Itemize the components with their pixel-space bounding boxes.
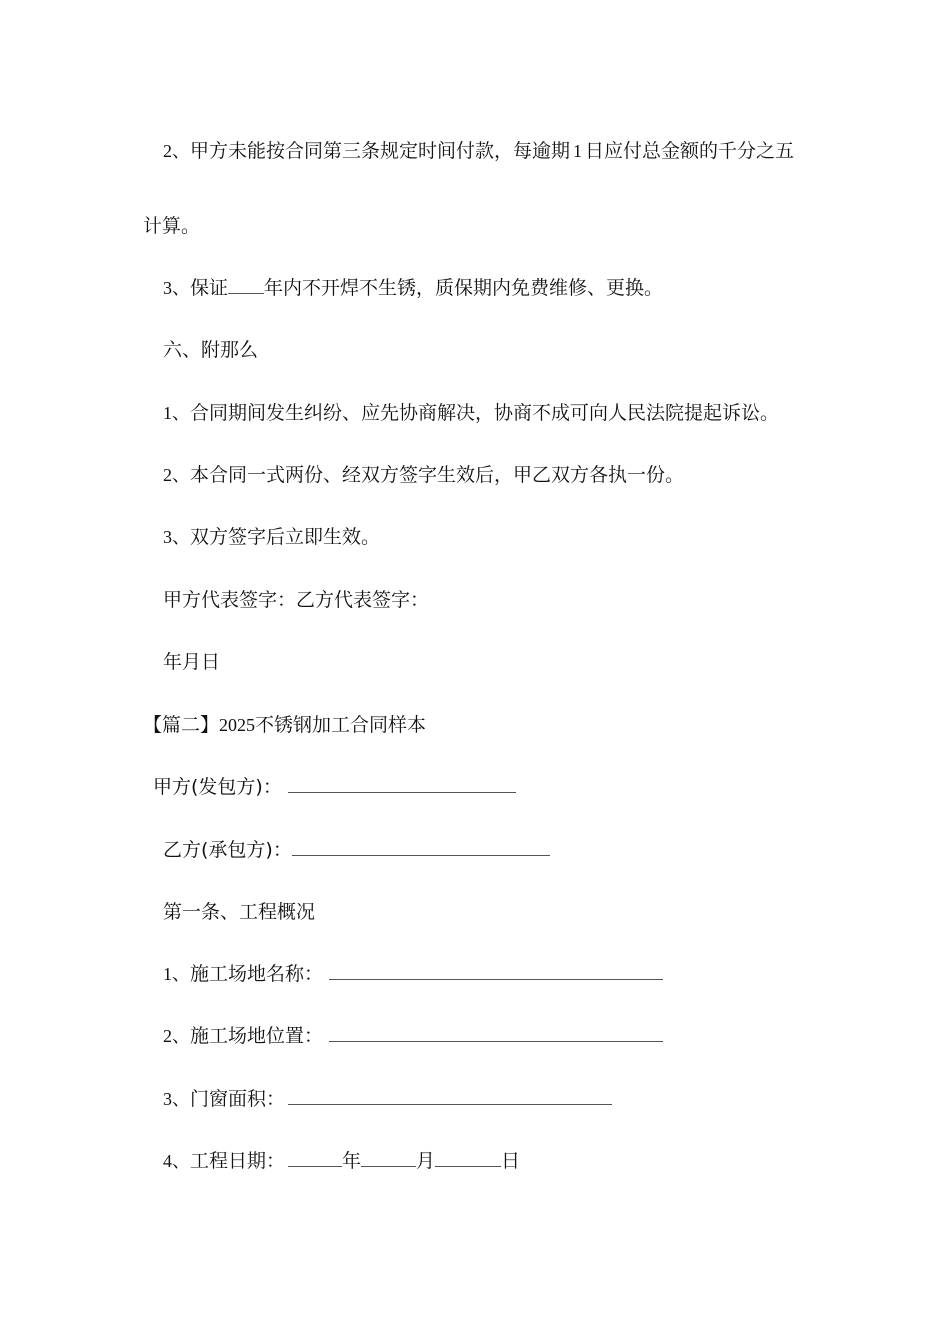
signature-line: 甲方代表签字：乙方代表签字： <box>163 589 430 611</box>
day-label: 日 <box>501 1150 521 1172</box>
month-blank[interactable] <box>361 1150 416 1167</box>
year-label: 年 <box>342 1150 362 1172</box>
field-project-date <box>163 1149 520 1173</box>
clause-text: 甲方未能按合同第三条规定时间付款，每逾期 <box>190 140 571 162</box>
clause-day-count: 1 <box>573 141 583 161</box>
day-blank[interactable] <box>435 1150 501 1167</box>
clause-6-3 <box>163 525 380 549</box>
field-site-location <box>163 1024 663 1048</box>
clause-number: 3、 <box>163 527 190 547</box>
field-label: 施工场地名称： <box>190 963 324 985</box>
party-b-blank[interactable] <box>292 839 550 856</box>
part-two-name: 不锈钢加工合同样本 <box>255 714 427 736</box>
clause-number: 2、 <box>163 141 190 161</box>
party-a-line <box>153 775 516 799</box>
field-number: 2、 <box>163 1026 190 1046</box>
party-a-label: 甲方(发包方)： <box>153 776 282 798</box>
clause-number: 1、 <box>163 403 190 423</box>
window-area-blank[interactable] <box>288 1088 612 1105</box>
part-two-year: 2025 <box>219 715 256 735</box>
warranty-years-blank[interactable] <box>228 277 264 294</box>
year-blank[interactable] <box>288 1150 342 1167</box>
party-b-line <box>163 838 550 862</box>
field-number: 3、 <box>163 1089 190 1109</box>
clause-5-2 <box>163 139 794 163</box>
clause-text: 本合同一式两份、经双方签字生效后，甲乙双方各执一份。 <box>190 464 685 486</box>
date-line: 年月日 <box>163 651 221 673</box>
clause-5-3 <box>163 276 663 300</box>
party-b-label: 乙方(承包方)： <box>163 839 292 861</box>
site-location-blank[interactable] <box>329 1025 663 1042</box>
site-name-blank[interactable] <box>329 963 663 980</box>
clause-6-1 <box>163 401 779 425</box>
clause-text: 合同期间发生纠纷、应先协商解决，协商不成可向人民法院提起诉讼。 <box>190 402 780 424</box>
field-site-name <box>163 962 663 986</box>
month-label: 月 <box>416 1150 436 1172</box>
clause-text-end: 日应付总金额的千分之五 <box>585 140 795 162</box>
field-number: 4、 <box>163 1151 190 1171</box>
clause-text-end: 年内不开焊不生锈，质保期内免费维修、更换。 <box>264 277 664 299</box>
field-label: 施工场地位置： <box>190 1025 324 1047</box>
clause-6-2 <box>163 463 684 487</box>
field-label: 工程日期： <box>190 1150 286 1172</box>
part-two-label: 【篇二】 <box>143 714 220 736</box>
clause-number: 2、 <box>163 465 190 485</box>
article-1-heading: 第一条、工程概况 <box>163 901 316 923</box>
clause-text: 双方签字后立即生效。 <box>190 526 381 548</box>
field-number: 1、 <box>163 964 190 984</box>
field-label: 门窗面积： <box>190 1088 286 1110</box>
section-heading-6: 六、附那么 <box>163 339 259 361</box>
clause-text: 保证 <box>190 277 229 299</box>
field-window-area <box>163 1087 612 1111</box>
clause-5-2-continued: 计算。 <box>143 215 201 237</box>
clause-number: 3、 <box>163 278 190 298</box>
part-two-title <box>143 713 426 737</box>
party-a-blank[interactable] <box>288 776 516 793</box>
